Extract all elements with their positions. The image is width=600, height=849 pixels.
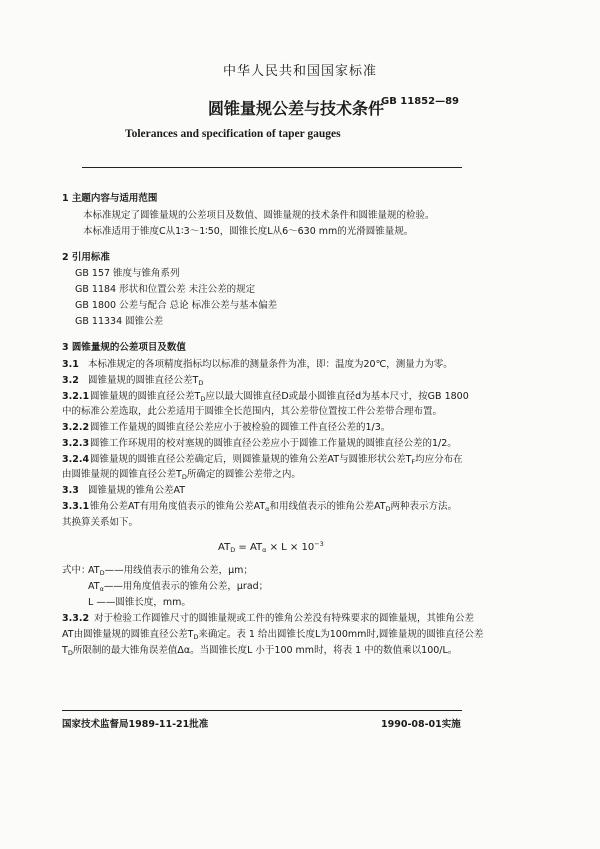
clause-3-2-text: 圆锥量规的圆锥直径公差$T_D$	[88, 375, 204, 387]
clause-3-3-2-line-3: $T_D$所限制的最大锥角误差值Δα。当圆锥长度L 小于100 mm时，将表 1 中的数值乘以100/L。	[62, 645, 458, 657]
document-title-en: Tolerances and specification of taper gauges	[125, 128, 341, 140]
clause-3-2-1-line-2: 中的标准公差选取，此公差适用于圆锥全长范围内，其公差带位置按工件公差带合理布置。	[62, 406, 443, 417]
clause-3-2-number: 3.2	[62, 375, 79, 386]
where-item-3: L ——圆锥长度，mm。	[88, 597, 191, 608]
where-item-2: $AT_\alpha——$用角度值表示的锥角公差，μrad；	[88, 581, 269, 593]
reference-item: GB 1800 公差与配合 总论 标准公差与基本偏差	[75, 300, 278, 311]
where-item-1: $AT_D——$用线值表示的锥角公差，μm；	[88, 565, 253, 577]
clause-3-2-2-number: 3.2.2	[62, 422, 90, 433]
where-label: 式中：	[62, 565, 91, 576]
section-1-paragraph-2: 本标准适用于锥度C从1∶3～1∶50，圆锥长度L从6～630 mm的光滑圆锥量规。	[83, 226, 414, 237]
clause-3-3-1-number: 3.3.1	[62, 501, 90, 512]
clause-3-1-text: 本标准规定的各项精度指标均以标准的测量条件为准，即：温度为20℃，测量力为零。	[88, 359, 453, 370]
footer-divider	[62, 710, 462, 711]
clause-3-2-4-line-1: 圆锥量规的圆锥直径公差确定后，则圆锥量规的锥角公差AT与圆锥形状公差$T_F$均应分布在	[90, 454, 463, 466]
clause-3-2-2-text: 圆锥工作量规的圆锥直径公差应小于被检验的圆锥工件直径公差的1/3。	[90, 422, 391, 433]
clause-3-3-2-line-2: AT由圆锥量规的圆锥直径公差$T_D$来确定。表 1 给出圆锥长度L为100mm时,圆锥量规的圆锥直径公差	[62, 629, 484, 641]
approval-note: 国家技术监督局1989-11-21批准	[62, 719, 209, 730]
clause-3-3-text: 圆锥量规的锥角公差AT	[88, 485, 186, 496]
reference-item: GB 157 锥度与锥角系列	[75, 268, 180, 279]
clause-3-2-4-number: 3.2.4	[62, 454, 90, 465]
section-3-heading: 3 圆锥量规的公差项目及数值	[62, 342, 186, 353]
standard-code: GB 11852—89	[381, 96, 460, 107]
reference-item: GB 1184 形状和位置公差 未注公差的规定	[75, 284, 256, 295]
reference-item: GB 11334 圆锥公差	[75, 316, 164, 327]
formula: $AT_D = AT_\alpha \times L \times 10^{-3}$	[218, 540, 324, 554]
clause-3-2-1-number: 3.2.1	[62, 391, 90, 402]
effective-date: 1990-08-01实施	[381, 719, 461, 730]
clause-3-2-3-text: 圆锥工作环规用的校对塞规的圆锥直径公差应小于圆锥工作量规的圆锥直径公差的1/2。	[90, 438, 457, 449]
clause-3-1-number: 3.1	[62, 359, 79, 370]
clause-3-3-2-line-1: 对于检验工作圆锥尺寸的圆锥量规或工件的锥角公差没有特殊要求的圆锥量规，其锥角公差	[94, 613, 475, 624]
clause-3-2-4-line-2: 由圆锥量规的圆锥直径公差$T_D$所确定的圆锥公差带之内。	[62, 469, 301, 481]
header-divider	[82, 167, 462, 168]
clause-3-2-3-number: 3.2.3	[62, 438, 90, 449]
section-1-heading: 1 主题内容与适用范围	[62, 193, 158, 204]
national-standard-heading: 中华人民共和国国家标准	[222, 64, 377, 79]
section-2-heading: 2 引用标准	[62, 252, 110, 263]
section-1-paragraph-1: 本标准规定了圆锥量规的公差项目及数值、圆锥量规的技术条件和圆锥量规的检验。	[83, 210, 435, 221]
clause-3-3-1-line-2: 其换算关系如下。	[62, 517, 139, 528]
clause-3-3-2-number: 3.3.2	[62, 613, 90, 624]
clause-3-3-1-line-1: 锥角公差AT有用角度值表示的锥角公差$AT_\alpha$和用线值表示的锥角公差$AT_D$两种表示方法。	[90, 501, 458, 513]
clause-3-2-1-line-1: 圆锥量规的圆锥直径公差$T_D$应以最大圆锥直径D或最小圆锥直径d为基本尺寸，按GB 1800	[90, 391, 469, 403]
document-title-cn: 圆锥量规公差与技术条件	[208, 99, 385, 118]
clause-3-3-number: 3.3	[62, 485, 79, 496]
